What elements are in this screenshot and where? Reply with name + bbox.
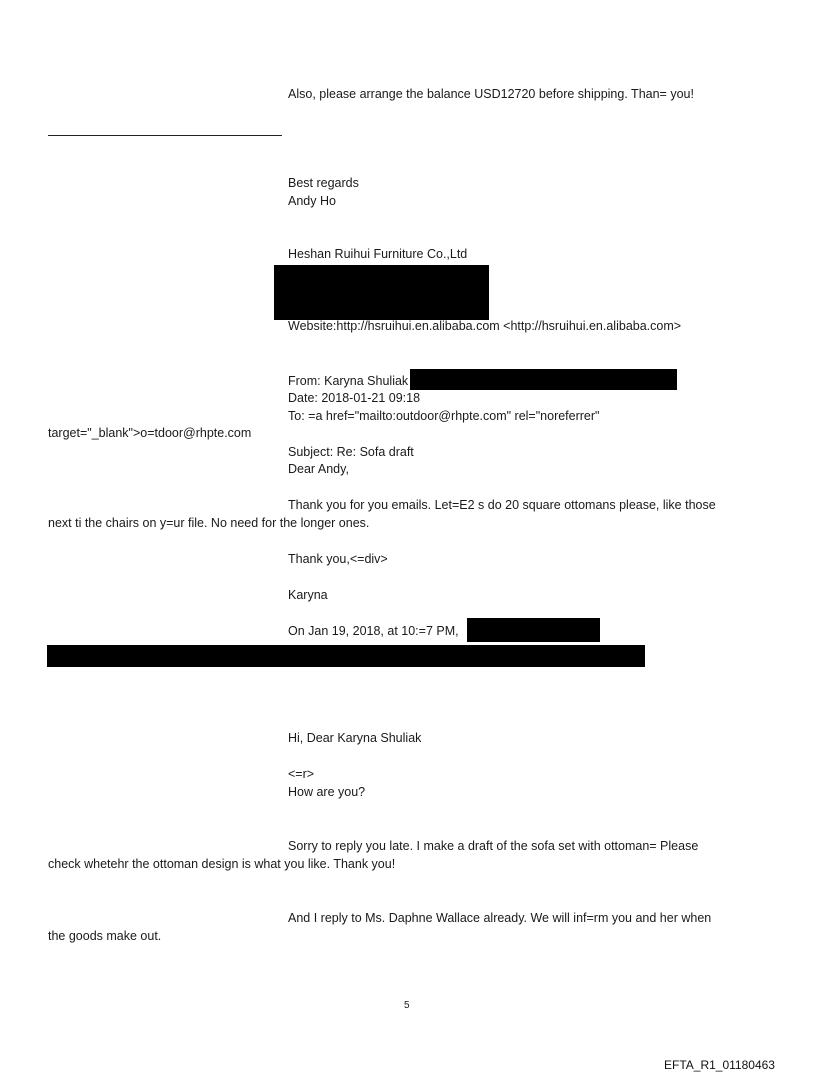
quoted-paragraph2-line2: the goods make out. [48,929,162,943]
email-to-line1: To: =a href="mailto:outdoor@rhpte.com" rel="noreferrer" [288,409,600,423]
quoted-on-line: On Jan 19, 2018, at 10:=7 PM, [288,624,459,638]
reply-paragraph-line1: Thank you for you emails. Let=E2 s do 20 square ottomans please, like those [288,498,716,512]
page-number: 5 [404,1000,410,1011]
redaction-block [47,645,645,667]
email-date: Date: 2018-01-21 09:18 [288,391,421,405]
quoted-paragraph2-line1: And I reply to Ms. Daphne Wallace already. We will inf=rm you and her when [288,911,712,925]
reply-paragraph-line2: next ti the chairs on y=ur file. No need for the longer ones. [48,516,370,530]
redaction-block [274,265,489,320]
quoted-paragraph1-line1: Sorry to reply you late. I make a draft of the sofa set with ottoman= Please [288,839,699,853]
reply-name: Karyna [288,588,328,602]
quoted-how: How are you? [288,785,366,799]
balance-line: Also, please arrange the balance USD12720 before shipping. Than= you! [288,87,694,101]
reply-greeting: Dear Andy, [288,462,349,476]
signature-website: Website:http://hsruihui.en.alibaba.com <http://hsruihui.en.alibaba.com> [288,319,682,333]
redaction-block [410,369,677,390]
email-to-line2: target="_blank">o=tdoor@rhpte.com [48,426,252,440]
quoted-greeting: Hi, Dear Karyna Shuliak [288,731,422,745]
reply-thanks: Thank you,<=div> [288,552,388,566]
redaction-block [467,618,600,642]
signature-closing: Best regards [288,176,359,190]
email-subject: Subject: Re: Sofa draft [288,445,414,459]
quoted-br: <=r> [288,767,315,781]
signature-name: Andy Ho [288,194,336,208]
quoted-paragraph1-line2: check whetehr the ottoman design is what you like. Thank you! [48,857,396,871]
signature-divider [48,135,282,136]
bates-number: EFTA_R1_01180463 [664,1058,775,1072]
signature-company: Heshan Ruihui Furniture Co.,Ltd [288,247,468,261]
email-from: From: Karyna Shuliak [288,374,409,388]
